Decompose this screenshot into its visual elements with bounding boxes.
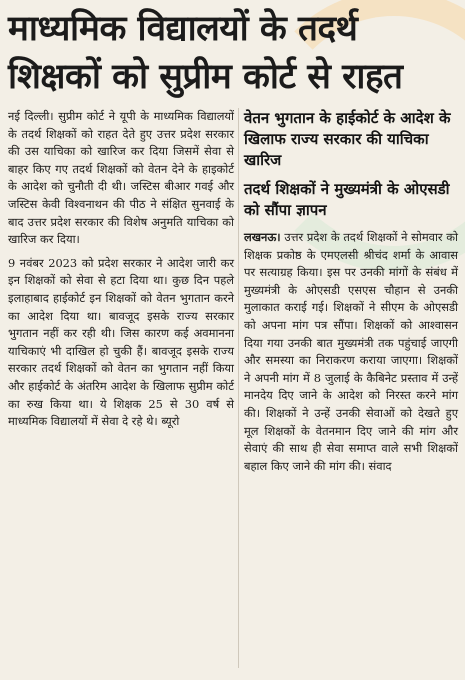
left-paragraph-1: नई दिल्ली। सुप्रीम कोर्ट ने यूपी के माध्यमिक विद्यालयों के तदर्थ शिक्षकों को राहत देते हुए उत्तर प्रदेश सरकार की उस याचिका को खारिज कर दिया जिसमें सेवा से बाहर किए गए तदर्थ शिक्षकों को वेतन देने के हाइकोर्ट के आदेश को चुनौती दी थी। जस्टिस बीआर गवई और जस्टिस केवी विश्वनाथन की पीठ ने संक्षित सुनवाई के बाद उत्तर प्रदेश सरकार की विशेष अनुमति याचिका को खारिज कर दिया। [8,109,234,247]
right-article-body [244,229,458,475]
subheadline-2: तदर्थ शिक्षकों ने मुख्यमंत्री के ओएसडी को सौंपा ज्ञापन [244,180,450,219]
subheadline-1: वेतन भुगतान के हाईकोर्ट के आदेश के खिलाफ राज्य सरकार की याचिका खारिज [244,109,451,169]
right-article-column [244,108,458,668]
headline-line-2: शिक्षकों को सुप्रीम कोर्ट से राहत [8,57,403,97]
column-divider [238,108,239,668]
headline-line-1: माध्यमिक विद्यालयों के तदर्थ [8,9,358,49]
right-body-text: उत्तर प्रदेश के तदर्थ शिक्षकों ने सोमवार को शिक्षक प्रकोष्ठ के एमएलसी श्रीचंद शर्मा के आवास पर सत्याग्रह किया। इस पर उनकी मांगों के संबंध में मुख्यमंत्री के ओएसडी एसएस चौहान से उनकी मुलाकात कराई गई। शिक्षकों ने सीएम के ओएसडी को अपना मांग पत्र सौंपा। शिक्षकों को आश्वासन दिया गया उनकी बात मुख्यमंत्री तक पहुंचाई जाएगी और समस्या का निराकरण कराया जाएगा। शिक्षकों ने अपनी मांग में 8 जुलाई के कैबिनेट प्रस्ताव में उन्हें मानदेय दिए जाने के आदेश को निरस्त करने मांग की। शिक्षकों ने उन्हें उनकी सेवाओं को देखते हुए मूल शिक्षकों के वेतनमान दिए जाने की मांग और सेवाएं की साथ ही सेवा समाप्त वाले सभी शिक्षकों बहाल किए जाने की मांग की। संवाद [244,230,459,473]
left-article-column [8,108,234,668]
left-paragraph-2: 9 नवंबर 2023 को प्रदेश सरकार ने आदेश जारी कर इन शिक्षकों को सेवा से हटा दिया था। कुछ दिन पहले इलाहाबाद हाईकोर्ट इन शिक्षकों को वेतन भुगतान करने का आदेश दिया था। बावजूद इसके राज्य सरकार भुगतान नहीं कर रही थी। जिस कारण कई अवमानना याचिकाएं भी दाखिल हो चुकी हैं। बावजूद इसके राज्य सरकार तदर्थ शिक्षकों को वेतन का भुगतान नहीं किया और हाईकोर्ट के अंतरिम आदेश के खिलाफ सुप्रीम कोर्ट का रुख किया था। ये शिक्षक 25 से 30 वर्ष से माध्यमिक विद्यालयों में सेवा दे रहे थे। ब्यूरो [8,255,234,429]
dateline: लखनऊ। [244,230,281,244]
